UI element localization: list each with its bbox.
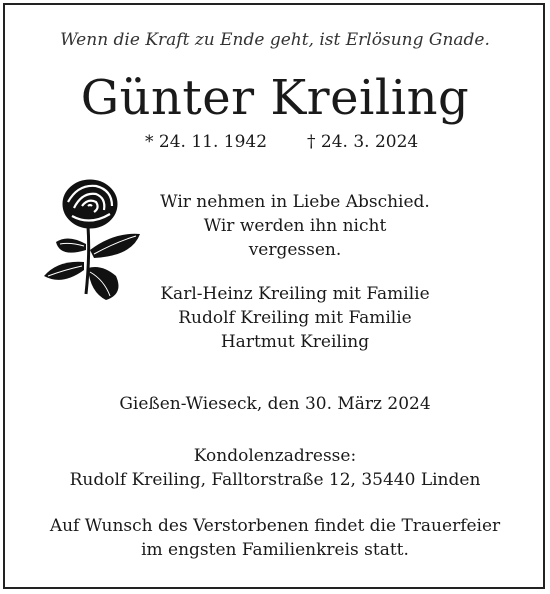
condolence-address-line: Rudolf Kreiling, Falltorstraße 12, 35440 Linden (69, 470, 481, 490)
mourners-list (130, 282, 460, 354)
funeral-line: Auf Wunsch des Verstorbenen findet die Trauerfeier (49, 516, 501, 536)
death-date: † 24. 3. 2024 (307, 132, 419, 152)
funeral-line: im engsten Familienkreis statt. (141, 540, 409, 560)
funeral-note (0, 514, 550, 562)
farewell-text (160, 190, 430, 262)
place-date: Gießen-Wieseck, den 30. März 2024 (119, 394, 431, 414)
deceased-name: Günter Kreiling (80, 70, 470, 126)
farewell-line: Wir werden ihn nicht vergessen. (203, 216, 387, 260)
mourner: Rudolf Kreiling mit Familie (178, 308, 412, 328)
condolence-address (0, 444, 550, 492)
condolence-label: Kondolenzadresse: (193, 446, 357, 466)
mourner: Karl-Heinz Kreiling mit Familie (160, 284, 430, 304)
birth-date: * 24. 11. 1942 (145, 132, 268, 152)
farewell-line: Wir nehmen in Liebe Abschied. (160, 192, 430, 212)
mourner: Hartmut Kreiling (220, 332, 370, 352)
motto: Wenn die Kraft zu Ende geht, ist Erlösung Gnade. (60, 30, 490, 50)
